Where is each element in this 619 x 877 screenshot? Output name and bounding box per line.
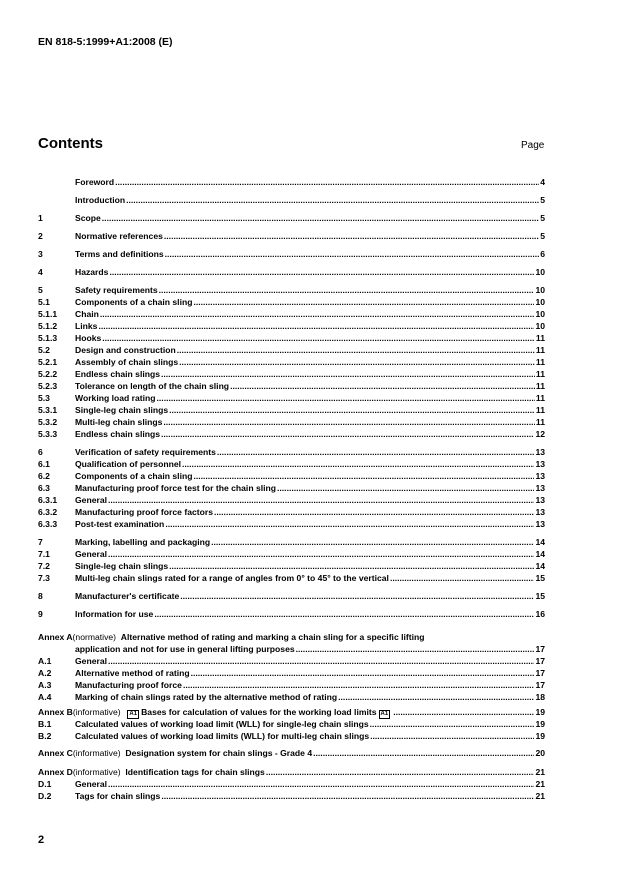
toc-entry-page: 11 bbox=[535, 333, 545, 343]
dot-leader bbox=[180, 590, 534, 602]
toc-entry-number: 7.2 bbox=[38, 561, 50, 571]
dot-leader bbox=[163, 416, 535, 428]
dot-leader bbox=[338, 691, 534, 703]
toc-entry[interactable] bbox=[38, 404, 545, 416]
toc-entry-number: A.2 bbox=[38, 668, 52, 678]
toc-entry[interactable] bbox=[38, 506, 545, 518]
toc-entry-title: Endless chain slings bbox=[75, 429, 161, 439]
toc-entry-number: A.3 bbox=[38, 680, 52, 690]
toc-entry-number: 1 bbox=[38, 213, 43, 223]
annex-type: (informative) bbox=[72, 748, 121, 758]
toc-entry-title: Hazards bbox=[75, 267, 109, 277]
toc-entry-page: 21 bbox=[535, 779, 545, 789]
toc-entry[interactable] bbox=[38, 380, 545, 392]
dot-leader bbox=[108, 655, 534, 667]
toc-entry-title: Scope bbox=[75, 213, 101, 223]
dot-leader bbox=[108, 778, 534, 790]
annexD-heading[interactable] bbox=[38, 766, 545, 778]
toc-entry-title: Multi-leg chain slings bbox=[75, 417, 163, 427]
toc-entry-page: 5 bbox=[540, 231, 545, 241]
toc-entry-number: A.4 bbox=[38, 692, 52, 702]
annex-label: Annex C bbox=[38, 748, 73, 758]
toc-entry-page: 14 bbox=[535, 537, 545, 547]
dot-leader bbox=[191, 667, 535, 679]
toc-entry-title: Design and construction bbox=[75, 345, 176, 355]
toc-entry[interactable] bbox=[38, 667, 545, 679]
toc-entry-number: 5.3 bbox=[38, 393, 50, 403]
toc-entry-title: Tolerance on length of the chain sling bbox=[75, 381, 230, 391]
toc-entry-page: 10 bbox=[535, 321, 545, 331]
toc-entry[interactable] bbox=[38, 691, 545, 703]
toc-entry-page: 14 bbox=[535, 561, 545, 571]
toc-entry-page: 17 bbox=[535, 644, 545, 654]
toc-entry[interactable] bbox=[38, 344, 545, 356]
dot-leader bbox=[100, 308, 535, 320]
toc-entry[interactable] bbox=[38, 548, 545, 560]
toc-entry-title: Manufacturing proof force bbox=[75, 680, 182, 690]
dot-leader bbox=[179, 356, 535, 368]
annex-label: Annex B bbox=[38, 707, 73, 717]
toc-entry-number: B.1 bbox=[38, 719, 52, 729]
toc-entry-page: 17 bbox=[535, 656, 545, 666]
dot-leader bbox=[277, 482, 534, 494]
toc-entry[interactable] bbox=[38, 416, 545, 428]
dot-leader bbox=[161, 790, 534, 802]
toc-entry-title: Working load rating bbox=[75, 393, 156, 403]
toc-entry-title: Components of a chain sling bbox=[75, 297, 193, 307]
toc-entry-number: 4 bbox=[38, 267, 43, 277]
toc-entry-title: Manufacturer's certificate bbox=[75, 591, 180, 601]
toc-entry-title: Marking, labelling and packaging bbox=[75, 537, 211, 547]
toc-entry-page: 13 bbox=[535, 507, 545, 517]
toc-entry-number: D.1 bbox=[38, 779, 52, 789]
dot-leader bbox=[154, 608, 534, 620]
dot-leader bbox=[98, 320, 534, 332]
dot-leader bbox=[211, 536, 534, 548]
toc-entry-page: 10 bbox=[535, 267, 545, 277]
toc-entry-number: 8 bbox=[38, 591, 43, 601]
toc-entry-number: 3 bbox=[38, 249, 43, 259]
toc-entry-page: 13 bbox=[535, 483, 545, 493]
toc-entry-title: Components of a chain sling bbox=[75, 471, 193, 481]
toc-entry[interactable] bbox=[38, 392, 545, 404]
toc-entry-page: 6 bbox=[540, 249, 545, 259]
toc-entry-page: 11 bbox=[535, 345, 545, 355]
annex-title-continuation[interactable] bbox=[38, 643, 545, 655]
toc-entry-title: Multi-leg chain slings rated for a range of angles from 0° to 45° to the vertical bbox=[75, 573, 389, 583]
toc-entry-number: 5 bbox=[38, 285, 43, 295]
toc-entry-page: 15 bbox=[535, 573, 545, 583]
toc-entry-page: 11 bbox=[535, 381, 545, 391]
dot-leader bbox=[217, 446, 535, 458]
toc-entry-page: 13 bbox=[535, 459, 545, 469]
toc-entry-number: 5.1.1 bbox=[38, 309, 58, 319]
annexC-heading[interactable] bbox=[38, 747, 545, 759]
toc-entry[interactable] bbox=[38, 332, 545, 344]
toc-entry-page: 14 bbox=[535, 549, 545, 559]
dot-leader bbox=[313, 747, 534, 759]
toc-entry[interactable] bbox=[38, 718, 545, 730]
toc-entry-page: 15 bbox=[535, 591, 545, 601]
annex-title: Identification tags for chain slings bbox=[125, 767, 265, 777]
toc-entry-title: Safety requirements bbox=[75, 285, 158, 295]
toc-entry-page: 21 bbox=[535, 791, 545, 801]
dot-leader bbox=[182, 458, 534, 470]
toc-entry-number: 5.2 bbox=[38, 345, 50, 355]
toc-entry-title: Endless chain slings bbox=[75, 369, 161, 379]
toc-entry-title: Calculated values of working load limits (WLL) for multi-leg chain slings bbox=[75, 731, 370, 741]
toc-entry-page: 17 bbox=[535, 680, 545, 690]
toc-entry[interactable] bbox=[38, 790, 545, 802]
toc-entry-title: Alternative method of rating bbox=[75, 668, 190, 678]
toc-entry[interactable] bbox=[38, 470, 545, 482]
toc-entry-title: Assembly of chain slings bbox=[75, 357, 179, 367]
toc-entry[interactable] bbox=[38, 296, 545, 308]
page-column-label: Page bbox=[521, 140, 545, 151]
toc-entry-page: 13 bbox=[535, 519, 545, 529]
toc-entry-page: 13 bbox=[535, 447, 545, 457]
toc-entry-number: 5.2.2 bbox=[38, 369, 58, 379]
dot-leader bbox=[370, 718, 535, 730]
toc-entry-title: Single-leg chain slings bbox=[75, 405, 169, 415]
toc-entry[interactable] bbox=[38, 368, 545, 380]
dot-leader bbox=[296, 643, 535, 655]
toc-entry-page: 18 bbox=[535, 692, 545, 702]
dot-leader bbox=[161, 428, 534, 440]
toc-entry-page: 10 bbox=[535, 309, 545, 319]
toc-entry-title: General bbox=[75, 656, 108, 666]
toc-entry-number: 5.2.1 bbox=[38, 357, 58, 367]
toc-entry-number: A.1 bbox=[38, 656, 52, 666]
toc-entry-title: General bbox=[75, 779, 108, 789]
toc-entry-page: 11 bbox=[535, 393, 545, 403]
toc-entry[interactable] bbox=[38, 356, 545, 368]
toc-entry-title: Manufacturing proof force test for the chain sling bbox=[75, 483, 277, 493]
dot-leader bbox=[108, 548, 534, 560]
dot-leader bbox=[159, 284, 535, 296]
toc-entry-number: 5.3.2 bbox=[38, 417, 58, 427]
dot-leader bbox=[115, 176, 539, 188]
toc-entry-title: Terms and definitions bbox=[75, 249, 164, 259]
toc-entry[interactable] bbox=[38, 536, 545, 548]
toc-entry-title: General bbox=[75, 549, 108, 559]
toc-entry[interactable] bbox=[38, 212, 545, 224]
toc-entry[interactable] bbox=[38, 458, 545, 470]
dot-leader bbox=[161, 368, 535, 380]
toc-entry-page: 19 bbox=[535, 731, 545, 741]
dot-leader bbox=[102, 332, 535, 344]
toc-entry-number: 6.2 bbox=[38, 471, 50, 481]
toc-entry-title: Verification of safety requirements bbox=[75, 447, 216, 457]
toc-entry-page: 11 bbox=[535, 417, 545, 427]
dot-leader bbox=[157, 392, 535, 404]
amendment-start-icon: A1 bbox=[129, 711, 138, 717]
annexA-heading[interactable] bbox=[38, 631, 545, 643]
toc-entry-title: Qualification of personnel bbox=[75, 459, 181, 469]
annex-title: application and not for use in general lifting purposes bbox=[75, 644, 295, 654]
toc-entry[interactable] bbox=[38, 560, 545, 572]
dot-leader bbox=[266, 766, 535, 778]
toc-entry[interactable] bbox=[38, 679, 545, 691]
toc-entry-title: Chain bbox=[75, 309, 99, 319]
toc-entry-page: 11 bbox=[535, 369, 545, 379]
toc-entry[interactable] bbox=[38, 284, 545, 296]
toc-entry[interactable] bbox=[38, 230, 545, 242]
toc-entry-number: 6 bbox=[38, 447, 43, 457]
annex-title: Bases for calculation of values for the working load limits bbox=[141, 707, 377, 717]
toc-entry-number: 5.1.2 bbox=[38, 321, 58, 331]
toc-entry-page: 17 bbox=[535, 668, 545, 678]
toc-entry-page: 21 bbox=[535, 767, 545, 777]
dot-leader bbox=[102, 212, 539, 224]
toc-entry-title: Post-test examination bbox=[75, 519, 165, 529]
toc-entry-page: 4 bbox=[540, 177, 545, 187]
toc-entry-page: 16 bbox=[535, 609, 545, 619]
toc-entry-title: Links bbox=[75, 321, 98, 331]
toc-entry-page: 10 bbox=[535, 285, 545, 295]
toc-entry-number: 6.1 bbox=[38, 459, 50, 469]
dot-leader bbox=[177, 344, 535, 356]
toc-entry-number: 5.3.1 bbox=[38, 405, 58, 415]
toc-entry-number: 7.3 bbox=[38, 573, 50, 583]
toc-entry-number: 2 bbox=[38, 231, 43, 241]
toc-entry-page: 12 bbox=[535, 429, 545, 439]
toc-entry[interactable] bbox=[38, 176, 545, 188]
toc-entry-page: 11 bbox=[535, 357, 545, 367]
annex-title: Designation system for chain slings - Grade 4 bbox=[125, 748, 313, 758]
toc-entry-title: Tags for chain slings bbox=[75, 791, 161, 801]
dot-leader bbox=[126, 194, 539, 206]
toc-entry-page: 19 bbox=[535, 719, 545, 729]
toc-entry-number: 6.3.1 bbox=[38, 495, 58, 505]
dot-leader bbox=[230, 380, 535, 392]
toc-entry[interactable] bbox=[38, 428, 545, 440]
toc-entry[interactable] bbox=[38, 655, 545, 667]
toc-entry-page: 13 bbox=[535, 495, 545, 505]
toc-entry-title: Manufacturing proof force factors bbox=[75, 507, 213, 517]
toc-entry-number: 7 bbox=[38, 537, 43, 547]
toc-entry-number: 5.2.3 bbox=[38, 381, 58, 391]
dot-leader bbox=[370, 730, 534, 742]
toc-entry-title: Single-leg chain slings bbox=[75, 561, 169, 571]
toc-entry[interactable] bbox=[38, 778, 545, 790]
toc-entry[interactable] bbox=[38, 320, 545, 332]
annex-type: (informative) bbox=[72, 767, 121, 777]
toc-entry[interactable] bbox=[38, 194, 545, 206]
dot-leader bbox=[109, 266, 534, 278]
amendment-end-icon: A1 bbox=[380, 711, 389, 717]
toc-entry[interactable] bbox=[38, 248, 545, 260]
toc-entry-number: 5.1.3 bbox=[38, 333, 58, 343]
toc-entry-page: 11 bbox=[535, 405, 545, 415]
toc-entry[interactable] bbox=[38, 308, 545, 320]
page-number: 2 bbox=[38, 834, 45, 846]
toc-entry-number: 6.3 bbox=[38, 483, 50, 493]
dot-leader bbox=[390, 572, 535, 584]
contents-title: Contents bbox=[38, 135, 103, 152]
dot-leader bbox=[214, 506, 534, 518]
toc-entry[interactable] bbox=[38, 730, 545, 742]
toc-entry-number: 9 bbox=[38, 609, 43, 619]
annexB-heading[interactable] bbox=[38, 706, 545, 718]
toc-entry-title: Introduction bbox=[75, 195, 126, 205]
annex-type: (normative) bbox=[72, 632, 117, 642]
document-header: EN 818-5:1999+A1:2008 (E) bbox=[38, 36, 173, 48]
annex-type: (informative) bbox=[72, 707, 121, 717]
toc-entry-title: Calculated values of working load limit (WLL) for single-leg chain slings bbox=[75, 719, 369, 729]
toc-entry[interactable] bbox=[38, 518, 545, 530]
toc-entry-number: 5.3.3 bbox=[38, 429, 58, 439]
toc-entry-title: Marking of chain slings rated by the alternative method of rating bbox=[75, 692, 338, 702]
toc-entry[interactable] bbox=[38, 608, 545, 620]
toc-entry[interactable] bbox=[38, 266, 545, 278]
toc-entry-page: 5 bbox=[540, 213, 545, 223]
dot-leader bbox=[393, 706, 534, 718]
dot-leader bbox=[193, 296, 534, 308]
annex-label: Annex D bbox=[38, 767, 73, 777]
toc-entry-page: 10 bbox=[535, 297, 545, 307]
toc-entry-page: 5 bbox=[540, 195, 545, 205]
toc-entry-page: 20 bbox=[535, 748, 545, 758]
dot-leader bbox=[183, 679, 534, 691]
toc-entry-title: Information for use bbox=[75, 609, 154, 619]
toc-entry-title: Foreword bbox=[75, 177, 115, 187]
dot-leader bbox=[193, 470, 534, 482]
toc-entry-number: 7.1 bbox=[38, 549, 50, 559]
toc-entry[interactable] bbox=[38, 572, 545, 584]
toc-entry[interactable] bbox=[38, 482, 545, 494]
toc-entry[interactable] bbox=[38, 494, 545, 506]
dot-leader bbox=[164, 230, 539, 242]
toc-entry-number: 6.3.3 bbox=[38, 519, 58, 529]
toc-entry-title: Normative references bbox=[75, 231, 163, 241]
toc-entry-title: Hooks bbox=[75, 333, 102, 343]
toc-entry-number: D.2 bbox=[38, 791, 52, 801]
dot-leader bbox=[108, 494, 534, 506]
dot-leader bbox=[165, 518, 534, 530]
dot-leader bbox=[165, 248, 540, 260]
annex-title: Alternative method of rating and marking a chain sling for a specific lifting bbox=[120, 632, 425, 642]
dot-leader bbox=[169, 560, 534, 572]
toc-entry-page: 19 bbox=[535, 707, 545, 717]
toc-entry-number: 6.3.2 bbox=[38, 507, 58, 517]
toc-entry-title: General bbox=[75, 495, 108, 505]
annex-label: Annex A bbox=[38, 632, 73, 642]
toc-entry[interactable] bbox=[38, 590, 545, 602]
toc-entry-number: B.2 bbox=[38, 731, 52, 741]
toc-entry[interactable] bbox=[38, 446, 545, 458]
toc-entry-page: 13 bbox=[535, 471, 545, 481]
toc-entry-number: 5.1 bbox=[38, 297, 50, 307]
dot-leader bbox=[169, 404, 535, 416]
